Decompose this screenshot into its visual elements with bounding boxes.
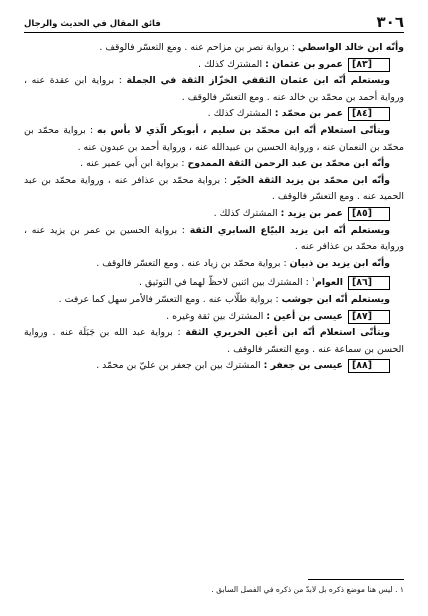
page-header (24, 12, 404, 33)
entry-number: [٨٧] (348, 310, 390, 324)
paragraph: وأنّه ابن محمّد بن عبد الرحمن الثقة الممدوح : برواية ابن أبي عمير عنه . (80, 158, 390, 170)
entry-heading: [٨٨] عيسى بن جعفر : المشترك بين ابن جعفر بن عليّ بن محمّد . (24, 358, 404, 375)
entry-name: عمر بن محمّد : (274, 108, 343, 120)
entry-heading: [٨٥] عمر بن يزيد : المشترك كذلك . (24, 206, 404, 223)
paragraph: وأنّه ابن يزيد بن ذبيان : برواية محمّد بن زياد عنه . ومع التعسّر فالوقف . (96, 257, 390, 269)
paragraph: ويستعلم أنّه ابن يزيد البيّاع السابري الثقة : برواية الحسين بن عمر بن يزيد عنه ، ورواية محمّد بن عذافر عنه . (24, 224, 404, 253)
entry-heading: [٨٣] عمرو بن عثمان : المشترك كذلك . (24, 57, 404, 74)
entry-name: عيسى بن جعفر : (263, 360, 343, 372)
paragraph: وأنّه ابن محمّد بن يزيد الثقة الخيّر : برواية محمّد بن عذافر عنه ، ورواية محمّد بن عبد الحميد عنه . ومع التعسّر فالوقف . (24, 174, 404, 203)
footnote-marker: ١ (311, 276, 315, 284)
footnote-divider (308, 579, 404, 580)
entry-name: العوام (314, 277, 343, 289)
paragraph: وأنّه ابن خالد الواسطي : برواية نصر بن مزاحم عنه . ومع التعسّر فالوقف . (99, 42, 404, 53)
entry-heading: [٨٤] عمر بن محمّد : المشترك كذلك . (24, 106, 404, 123)
page-number: ٣٠٦ (376, 13, 404, 31)
paragraph: ويتأتّى استعلام أنّه ابن أعين الحريري الثقة : برواية عبد الله بن جَبَلَة عنه . ورواية الحسن بن سماعة عنه . ومع التعسّر فالوقف . (24, 327, 404, 355)
entry-number: [٨٨] (348, 359, 390, 373)
running-title: فائق المقال في الحديث والرجال (24, 19, 161, 29)
paragraph: ويستعلم أنّه ابن جوشب : برواية طلّاب عنه . ومع التعسّر فالأمر سهل كما عرفت . (58, 294, 390, 306)
paragraph: ويتأتّى استعلام أنّه ابن محمّد بن سليم ، أبوبكر الّذي لا بأس به : برواية محمّد بن محمّد بن النعمان عنه ، ورواية الحسين بن عبيدالله عنه ، ورواية أحمد بن عبدون عنه . (24, 124, 404, 153)
entry-name: عمرو بن عثمان : (265, 58, 343, 70)
entry-number: [٨٦] (348, 276, 390, 290)
entry-number: [٨٣] (348, 58, 390, 72)
entry-name: عيسى بن أعين : (266, 310, 343, 322)
entry-number: [٨٤] (348, 107, 390, 121)
entry-name: عمر بن يزيد : (280, 207, 343, 219)
entry-heading: [٨٧] عيسى بن أعين : المشترك بين ثقة وغيره . (24, 309, 404, 326)
paragraph: ويستعلم أنّه ابن عثمان الثقفي الخزّاز الثقة في الجملة : برواية ابن عقدة عنه ، ورواية أحمد بن محمّد بن خالد عنه . ومع التعسّر فالوقف . (24, 75, 404, 103)
footnote: ١ . ليس هنا موضع ذكره بل لابدّ من ذكره في الفصل السابق . (211, 585, 404, 594)
page-body (24, 40, 404, 375)
entry-number: [٨٥] (348, 207, 390, 221)
entry-heading: [٨٦] العوام$^١$ : المشترك بين اثنين لاحظّ لهما في التوثيق . (24, 272, 404, 292)
